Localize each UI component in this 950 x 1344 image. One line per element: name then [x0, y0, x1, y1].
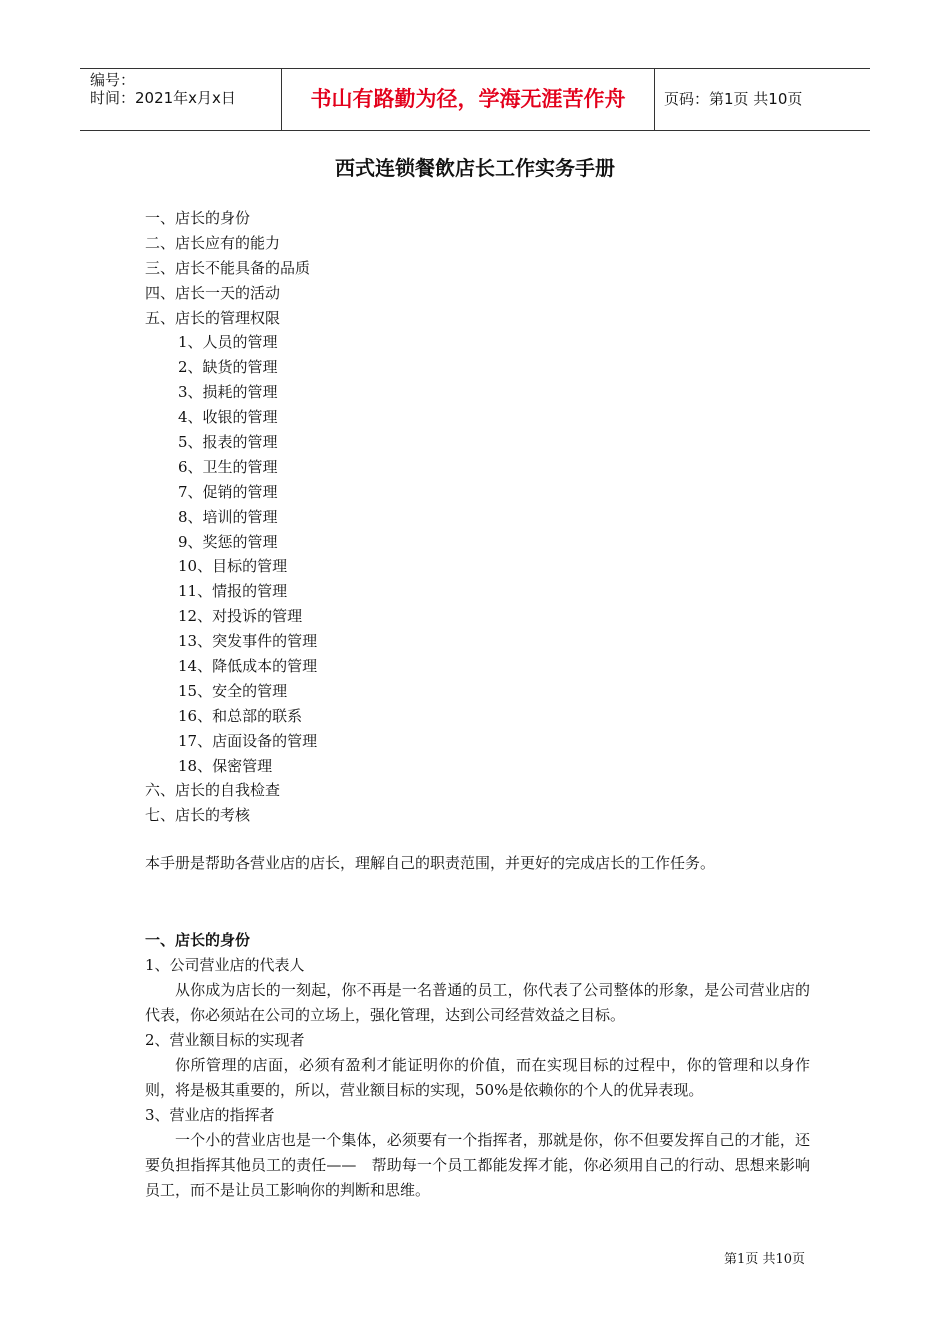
toc-item: 七、店长的考核 — [145, 806, 251, 825]
toc-item: 三、店长不能具备的品质 — [145, 258, 311, 277]
subsection-title: 3、营业店的指挥者 — [145, 1106, 275, 1124]
toc-subitem: 13、突发事件的管理 — [178, 632, 318, 651]
subsection-title: 1、公司营业店的代表人 — [145, 956, 305, 974]
toc-subitem: 4、收银的管理 — [178, 408, 278, 427]
toc-subitem: 7、促销的管理 — [178, 482, 278, 501]
toc-subitem: 10、目标的管理 — [178, 557, 288, 576]
toc-subitem: 17、店面设备的管理 — [178, 731, 318, 750]
toc-item: 五、店长的管理权限 — [145, 308, 281, 327]
toc-subitem: 12、对投诉的管理 — [178, 607, 303, 626]
toc-subitem: 2、缺货的管理 — [178, 358, 278, 377]
toc-subitem: 18、保密管理 — [178, 756, 273, 775]
toc-item: 二、店长应有的能力 — [145, 233, 281, 252]
toc-item: 一、店长的身份 — [145, 209, 251, 227]
paragraph: 从你成为店长的一刻起，你不再是一名普通的员工，你代表了公司整体的形象，是公司营业店的代表，你必须站在公司的立场上，强化管理，达到公司经营效益之目标。 — [145, 981, 810, 1024]
intro-paragraph: 本手册是帮助各营业店的店长，理解自己的职责范围，并更好的完成店长的工作任务。 — [145, 854, 716, 872]
header-meta-cell — [80, 69, 282, 130]
motto: 书山有路勤为径，学海无涯苦作舟 — [282, 69, 655, 130]
document-title: 西式连锁餐飲店长工作实务手册 — [335, 156, 615, 180]
toc-subitem: 16、和总部的联系 — [178, 706, 303, 725]
toc-subitem: 9、奖惩的管理 — [178, 532, 278, 551]
table-of-contents — [145, 206, 317, 828]
toc-subitem: 11、情报的管理 — [178, 582, 288, 601]
paragraph: 你所管理的店面，必须有盈利才能证明你的价值，而在实现目标的过程中，你的管理和以身作则，将是极其重要的，所以，营业额目标的实现，50%是依赖你的个人的优异表现。 — [145, 1056, 810, 1099]
toc-subitem: 15、安全的管理 — [178, 681, 288, 700]
toc-subitem: 5、报表的管理 — [178, 433, 278, 452]
toc-subitem: 14、降低成本的管理 — [178, 657, 318, 676]
subsection-title: 2、营业额目标的实现者 — [145, 1031, 305, 1049]
toc-subitem: 8、培训的管理 — [178, 507, 278, 526]
toc-subitem: 1、人员的管理 — [178, 333, 278, 352]
toc-item: 六、店长的自我检查 — [145, 781, 281, 800]
number-label: 编号： — [90, 71, 136, 89]
section-heading: 一、店长的身份 — [145, 931, 251, 949]
toc-item: 四、店长一天的活动 — [145, 283, 281, 302]
section-identity — [145, 928, 810, 1203]
time-label: 时间：2021年x月x日 — [90, 89, 236, 107]
toc-subitem: 6、卫生的管理 — [178, 457, 278, 476]
page-label: 页码：第1页 共10页 — [664, 90, 803, 108]
page-footer: 第1页 共10页 — [724, 1252, 805, 1267]
toc-subitem: 3、损耗的管理 — [178, 383, 278, 402]
header-table — [80, 68, 870, 131]
paragraph: 一个小的营业店也是一个集体，必须要有一个指挥者，那就是你，你不但要发挥自己的才能，还要负担指挥其他员工的责任—— 帮助每一个员工都能发挥才能，你必须用自己的行动、思想来影响员工，而不是让员工影响你的判断和思维。 — [145, 1131, 810, 1199]
